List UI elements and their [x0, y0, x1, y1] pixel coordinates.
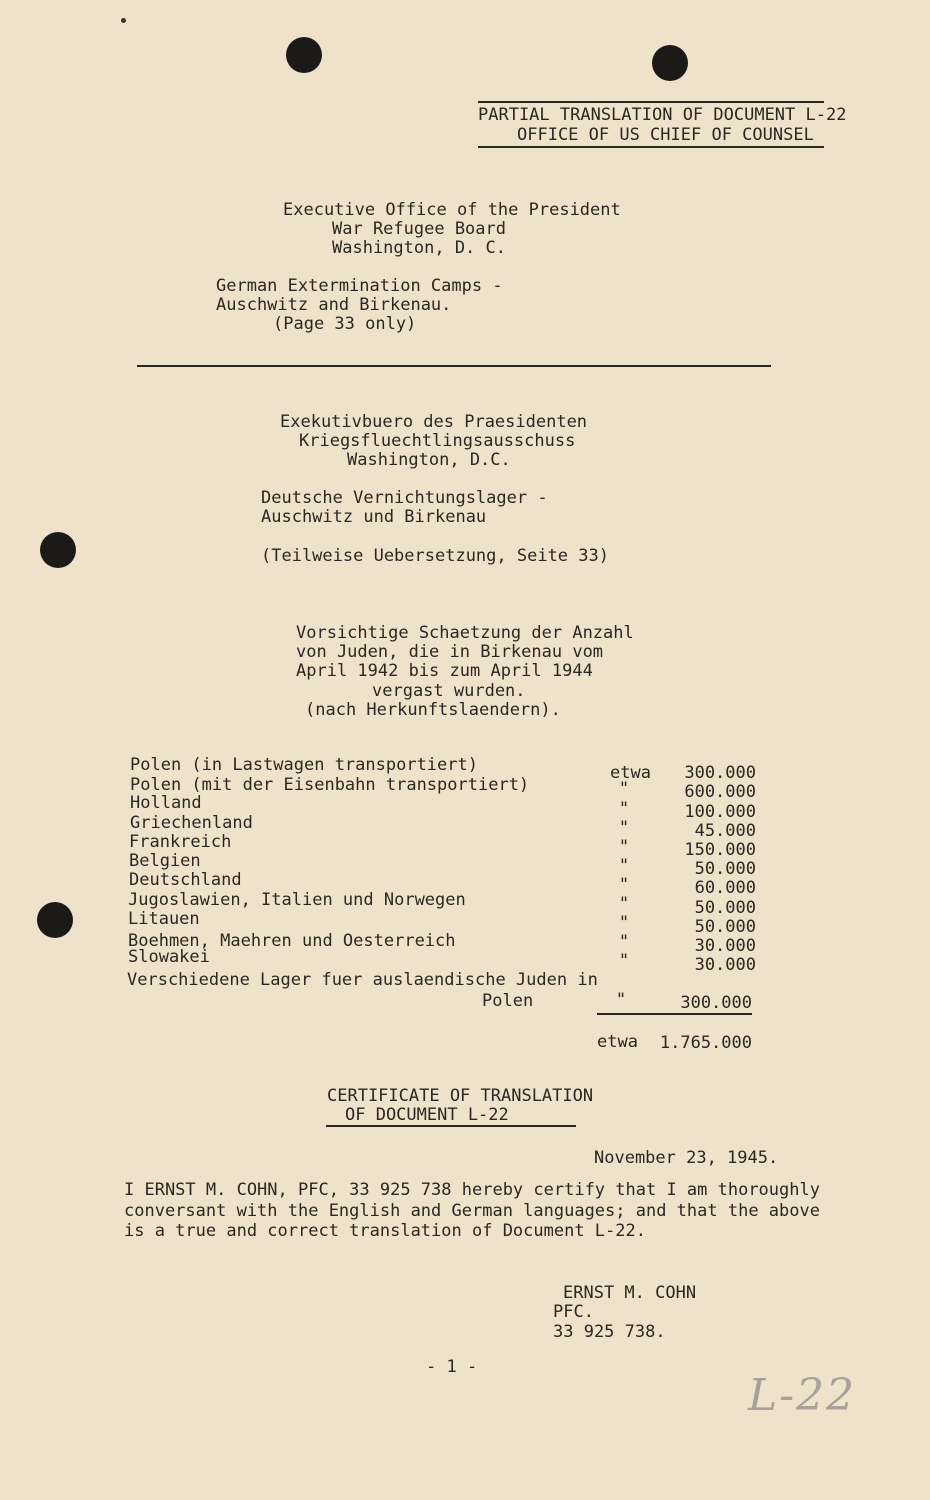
- table-row-country: Boehmen, Maehren und Oesterreich: [128, 931, 456, 951]
- section-divider: [137, 365, 771, 367]
- header-rule-top: [478, 101, 824, 103]
- german-subject-line-1: Deutsche Vernichtungslager -: [261, 488, 548, 508]
- signature-name: ERNST M. COHN: [563, 1283, 697, 1303]
- punch-hole-top-right: [652, 45, 688, 81]
- table-row-qualifier: ": [618, 837, 630, 857]
- signature-rank: PFC.: [553, 1302, 594, 1322]
- table-row-value: 50.000: [694, 917, 756, 937]
- header-rule-bottom: [478, 146, 824, 148]
- table-row-country: Litauen: [128, 909, 200, 929]
- german-agency-line-3: Washington, D.C.: [347, 450, 511, 470]
- english-agency-line-2: War Refugee Board: [332, 219, 506, 239]
- total-qualifier: etwa: [597, 1032, 638, 1052]
- table-row-qualifier: ": [618, 913, 630, 933]
- signature-serial: 33 925 738.: [553, 1322, 666, 1342]
- estimate-heading-line-1: Vorsichtige Schaetzung der Anzahl: [296, 623, 634, 643]
- certificate-title-line-1: CERTIFICATE OF TRANSLATION: [327, 1086, 594, 1106]
- table-row-country: Frankreich: [129, 832, 232, 852]
- header-line-1: PARTIAL TRANSLATION OF DOCUMENT L-22: [478, 105, 847, 125]
- table-row-qualifier: ": [618, 932, 630, 952]
- table-row-qualifier: ": [618, 951, 630, 971]
- certificate-title-rule: [326, 1125, 576, 1127]
- table-row-value: 100.000: [684, 802, 756, 822]
- table-row-country: Slowakei: [128, 947, 210, 967]
- certificate-body-line-3: is a true and correct translation of Document L-22.: [124, 1221, 646, 1241]
- certificate-body-line-2: conversant with the English and German languages; and that the above: [124, 1201, 820, 1221]
- estimate-heading-line-5: (nach Herkunftslaendern).: [305, 700, 561, 720]
- table-row-value: 150.000: [684, 840, 756, 860]
- table-row-qualifier: ": [618, 856, 630, 876]
- estimate-heading-line-2: von Juden, die in Birkenau vom: [296, 642, 604, 662]
- table-row-value: 600.000: [684, 782, 756, 802]
- table-row-country: Verschiedene Lager fuer auslaendische Juden in: [127, 970, 598, 990]
- certificate-date: November 23, 1945.: [594, 1148, 779, 1168]
- table-row-country: Holland: [130, 793, 202, 813]
- table-row-value: 300.000: [684, 763, 756, 783]
- table-row-country-cont: Polen: [482, 991, 534, 1011]
- table-row-country: Polen (mit der Eisenbahn transportiert): [130, 775, 530, 795]
- paper-speck: [121, 18, 126, 23]
- table-row-value: 60.000: [694, 878, 756, 898]
- table-row-value: 50.000: [694, 859, 756, 879]
- handwritten-document-id: L-22: [748, 1370, 857, 1421]
- table-row-value: 30.000: [694, 936, 756, 956]
- table-row-qualifier: ": [615, 990, 627, 1010]
- table-row-value: 300.000: [680, 993, 752, 1013]
- english-agency-line-1: Executive Office of the President: [283, 200, 621, 220]
- punch-hole-left-lower: [37, 902, 73, 938]
- german-agency-line-2: Kriegsfluechtlingsausschuss: [299, 431, 576, 451]
- table-row-country: Jugoslawien, Italien und Norwegen: [128, 890, 466, 910]
- english-subject-line-2: Auschwitz and Birkenau.: [216, 295, 452, 315]
- table-row-country: Deutschland: [129, 870, 242, 890]
- certificate-body-line-1: I ERNST M. COHN, PFC, 33 925 738 hereby certify that I am thoroughly: [124, 1180, 820, 1200]
- table-row-value: 50.000: [694, 898, 756, 918]
- total-rule: [597, 1013, 752, 1015]
- table-row-qualifier: ": [618, 799, 630, 819]
- table-row-qualifier: ": [618, 875, 630, 895]
- table-row-value: 30.000: [694, 955, 756, 975]
- german-subject-line-2: Auschwitz und Birkenau: [261, 507, 487, 527]
- table-row-qualifier: ": [618, 818, 630, 838]
- punch-hole-top-left: [286, 37, 322, 73]
- certificate-title-line-2: OF DOCUMENT L-22: [345, 1105, 509, 1125]
- english-subject-line-3: (Page 33 only): [273, 314, 417, 334]
- estimate-heading-line-4: vergast wurden.: [372, 681, 526, 701]
- estimate-heading-line-3: April 1942 bis zum April 1944: [296, 661, 593, 681]
- table-row-country: Polen (in Lastwagen transportiert): [130, 755, 478, 775]
- german-translation-note: (Teilweise Uebersetzung, Seite 33): [261, 546, 609, 566]
- english-agency-line-3: Washington, D. C.: [332, 238, 506, 258]
- total-value: 1.765.000: [659, 1033, 752, 1053]
- table-row-value: 45.000: [694, 821, 756, 841]
- page-number: - 1 -: [426, 1357, 478, 1377]
- table-row-country: Belgien: [129, 851, 201, 871]
- table-row-qualifier: etwa: [610, 763, 651, 783]
- punch-hole-left-upper: [40, 532, 76, 568]
- english-subject-line-1: German Extermination Camps -: [216, 276, 503, 296]
- table-row-qualifier: ": [618, 894, 630, 914]
- german-agency-line-1: Exekutivbuero des Praesidenten: [280, 412, 588, 432]
- table-row-qualifier: ": [618, 779, 630, 799]
- header-line-2: OFFICE OF US CHIEF OF COUNSEL: [517, 125, 814, 145]
- table-row-country: Griechenland: [130, 813, 253, 833]
